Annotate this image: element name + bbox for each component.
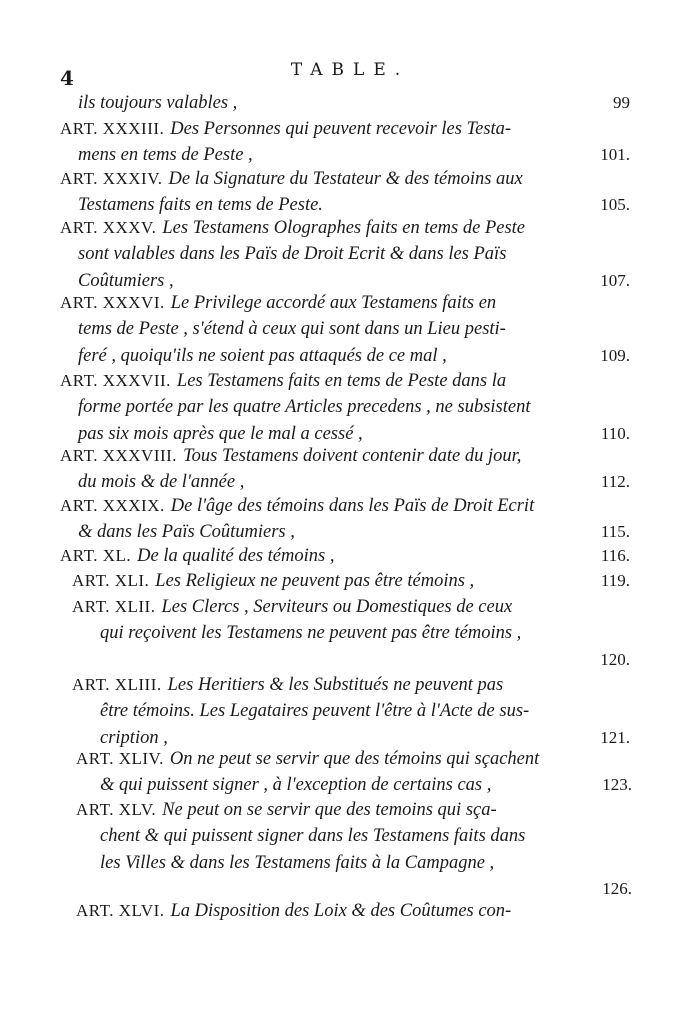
toc-entry	[60, 215, 630, 294]
entry-text: qui reçoivent les Testamens ne peuvent pas être témoins ,	[100, 623, 522, 644]
article-label: ART. XLV.	[76, 800, 157, 819]
toc-entry	[76, 898, 632, 924]
entry-text: du mois & de l'année ,	[78, 472, 245, 493]
toc-entry	[60, 493, 630, 546]
article-label: ART. XXXVIII.	[60, 446, 178, 465]
article-label: ART. XXXVI.	[60, 293, 165, 312]
toc-entry	[72, 568, 630, 594]
page-number: 121.	[600, 727, 630, 747]
page-number: 105.	[600, 195, 630, 215]
page-number: 101.	[600, 145, 630, 165]
entry-text: Les Testamens faits en tems de Peste dans la	[176, 371, 507, 391]
article-label: ART. XLI.	[72, 571, 150, 590]
toc-entry	[60, 543, 630, 569]
article-label: ART. XLIV.	[76, 749, 164, 768]
article-label: ART. XXXIV.	[60, 169, 163, 188]
article-label: ART. XLII.	[72, 597, 156, 616]
article-label: ART. XXXV.	[60, 218, 157, 237]
page-number: 126.	[602, 879, 632, 899]
toc-entry	[60, 166, 630, 219]
entry-text: pas six mois après que le mal a cessé ,	[78, 423, 363, 444]
toc-entry	[76, 797, 632, 903]
entry-text: Le Privilege accordé aux Testamens faits en	[170, 293, 497, 313]
entry-text: Ne peut on se servir que des temoins qui sça-	[162, 800, 497, 820]
entry-text: & qui puissent signer , à l'exception de certains cas ,	[100, 775, 492, 796]
entry-text: ils toujours valables ,	[78, 93, 238, 113]
entry-text: chent & qui puissent signer dans les Testamens faits dans	[100, 826, 526, 847]
entry-text: Les Clercs , Serviteurs ou Domestiques de ceux	[161, 597, 513, 617]
article-label: ART. XXXIII.	[60, 119, 165, 138]
page-number: 109.	[600, 345, 630, 365]
entry-text: De la qualité des témoins ,	[137, 546, 335, 566]
page-title: TABLE.	[290, 60, 410, 80]
toc-entry	[60, 116, 630, 169]
entry-text: être témoins. Les Legataires peuvent l'être à l'Acte de sus-	[100, 701, 530, 722]
entry-text: De la Signature du Testateur & des témoins aux	[168, 169, 523, 189]
entry-text: Tous Testamens doivent contenir date du jour,	[183, 446, 522, 466]
entry-text: Testamens faits en tems de Peste.	[78, 195, 323, 216]
toc-entry	[60, 368, 630, 447]
page-number: 112.	[600, 472, 630, 492]
entry-text: La Disposition des Loix & des Coûtumes con-	[170, 901, 512, 921]
article-label: ART. XLVI.	[76, 901, 165, 920]
entry-text: On ne peut se servir que des témoins qui sçachent	[169, 749, 540, 769]
corner-mark: 4	[60, 66, 74, 90]
page-number: 110.	[600, 423, 630, 443]
entry-text: Les Religieux ne peuvent pas être témoins ,	[155, 571, 475, 591]
toc-entry	[60, 290, 630, 369]
entry-text: les Villes & dans les Testamens faits à la Campagne ,	[100, 852, 495, 873]
entry-text: De l'âge des témoins dans les Païs de Droit Ecrit	[170, 496, 535, 516]
toc-entry	[60, 90, 630, 116]
entry-text: tems de Peste , s'étend à ceux qui sont dans un Lieu pesti-	[78, 319, 506, 340]
entry-text: Des Personnes qui peuvent recevoir les Testa-	[170, 119, 512, 139]
page-number: 123.	[602, 775, 632, 795]
toc-entry	[72, 672, 630, 751]
page-number: 99	[613, 93, 630, 112]
article-label: ART. XL.	[60, 546, 132, 565]
entry-text: Coûtumiers ,	[78, 270, 174, 291]
entry-text: feré , quoiqu'ils ne soient pas attaqués de ce mal ,	[78, 345, 447, 366]
toc-entry	[72, 594, 630, 673]
page-number: 120.	[600, 649, 630, 669]
page-number: 116.	[600, 546, 630, 565]
toc-entry	[76, 746, 632, 799]
page-number: 115.	[600, 522, 630, 542]
entry-text: Les Heritiers & les Substitués ne peuvent pas	[167, 675, 504, 695]
article-label: ART. XXXVII.	[60, 371, 171, 390]
entry-text: sont valables dans les Païs de Droit Ecrit & dans les Païs	[78, 244, 507, 265]
toc-entry	[60, 443, 630, 496]
entry-text: cription ,	[100, 727, 168, 748]
entry-text: forme portée par les quatre Articles precedens , ne subsistent	[78, 397, 531, 418]
article-label: ART. XLIII.	[72, 675, 162, 694]
article-label: ART. XXXIX.	[60, 496, 165, 515]
page-number: 107.	[600, 270, 630, 290]
page-number: 119.	[600, 571, 630, 590]
entry-text: Les Testamens Olographes faits en tems de Peste	[162, 218, 526, 238]
entry-text: & dans les Païs Coûtumiers ,	[78, 522, 295, 543]
entry-text: mens en tems de Peste ,	[78, 145, 253, 166]
